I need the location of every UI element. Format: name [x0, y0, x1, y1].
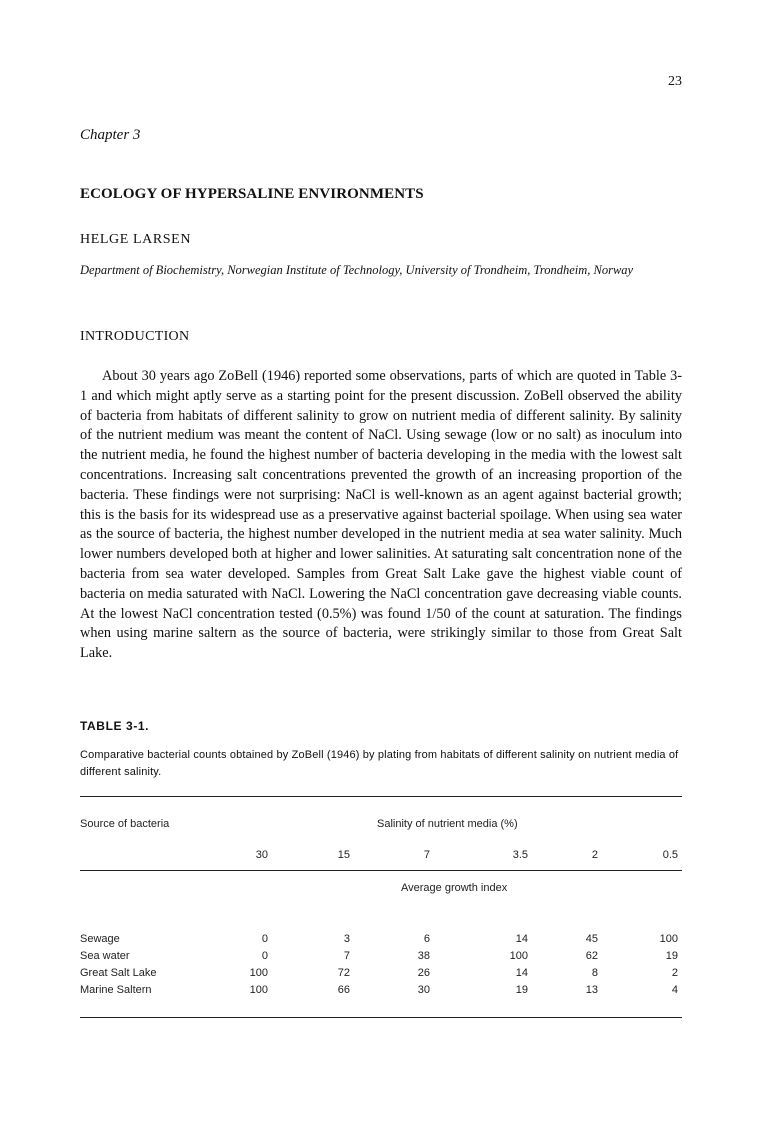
chapter-title: ECOLOGY OF HYPERSALINE ENVIRONMENTS — [80, 186, 424, 202]
table-cell: 100 — [249, 967, 268, 979]
table-cell: 0 — [261, 933, 268, 945]
row-source: Sewage — [80, 933, 120, 945]
table-cell: 0 — [261, 950, 268, 962]
table-cell: 4 — [671, 984, 678, 996]
salinity-column-header: Salinity of nutrient media (%) — [377, 818, 518, 830]
author-name: HELGE LARSEN — [80, 232, 192, 247]
table-cell: 19 — [515, 984, 528, 996]
section-heading: INTRODUCTION — [80, 329, 190, 344]
row-source: Marine Saltern — [80, 984, 152, 996]
table-cell: 66 — [337, 984, 350, 996]
table-cell: 45 — [585, 933, 598, 945]
table-label: TABLE 3-1. — [80, 719, 150, 733]
table-cell: 7 — [343, 950, 350, 962]
salinity-header-cell: 3.5 — [512, 849, 528, 861]
table-cell: 19 — [665, 950, 678, 962]
table-cell: 72 — [337, 967, 350, 979]
salinity-header-cell: 2 — [591, 849, 598, 861]
table-bottom-rule — [80, 1017, 682, 1018]
table-cell: 14 — [515, 967, 528, 979]
table-cell: 100 — [659, 933, 678, 945]
table-caption: Comparative bacterial counts obtained by ZoBell (1946) by plating from habitats of different salinity on nutrient media of different salinity. — [80, 749, 679, 778]
table-cell: 26 — [417, 967, 430, 979]
table-header-rule — [80, 870, 682, 871]
table-cell: 14 — [515, 933, 528, 945]
table-cell: 2 — [671, 967, 678, 979]
salinity-header-cell: 0.5 — [662, 849, 678, 861]
salinity-header-cell: 30 — [255, 849, 268, 861]
row-source: Sea water — [80, 950, 130, 962]
page-number: 23 — [668, 74, 682, 89]
table-top-rule — [80, 796, 682, 797]
table-cell: 6 — [423, 933, 430, 945]
table-cell: 100 — [249, 984, 268, 996]
table-cell: 30 — [417, 984, 430, 996]
body-paragraph: About 30 years ago ZoBell (1946) reported some observations, parts of which are quoted in Table 3-1 and which might aptly serve as a starting point for the present discussion. ZoBell observed the ability of bacteria from habitats of different salinity to grow on nutrient media of different salinity. By salinity of the nutrient medium was meant the content of NaCl. Using sewage (low or no salt) as inoculum into the nutrient media, he found the highest number of bacteria developing in the media with the lowest salt concentrations. Increasing salt concentrations prevented the growth of an increasing proportion of the bacteria. These findings were not surprising: NaCl is well-known as an agent against bacterial growth; this is the basis for its widespread use as a preservative against bacterial spoilage. When using sea water as the source of bacteria, the highest number developed in the nutrient media at sea water salinity. Much lower numbers developed both at higher and lower salinities. At saturating salt concentration none of the bacteria from sea water developed. Samples from Great Salt Lake gave the highest viable count of bacteria on media saturated with NaCl. Lowering the NaCl concentration gave decreasing viable counts. At the lowest NaCl concentration tested (0.5%) was found 1/50 of the count at saturation. The findings when using marine saltern as the source of bacteria, were strikingly similar to those from Great Salt Lake. — [80, 368, 682, 662]
author-affiliation: Department of Biochemistry, Norwegian Institute of Technology, University of Trondheim, Trondheim, Norway — [80, 263, 634, 277]
table-cell: 38 — [417, 950, 430, 962]
table-cell: 3 — [343, 933, 350, 945]
source-column-header: Source of bacteria — [80, 818, 170, 830]
row-source: Great Salt Lake — [80, 967, 157, 979]
table-cell: 13 — [585, 984, 598, 996]
salinity-header-cell: 7 — [423, 849, 430, 861]
chapter-label: Chapter 3 — [80, 127, 141, 143]
table-cell: 100 — [509, 950, 528, 962]
growth-index-header: Average growth index — [401, 882, 508, 894]
table-cell: 62 — [585, 950, 598, 962]
table-cell: 8 — [591, 967, 598, 979]
salinity-header-cell: 15 — [337, 849, 350, 861]
